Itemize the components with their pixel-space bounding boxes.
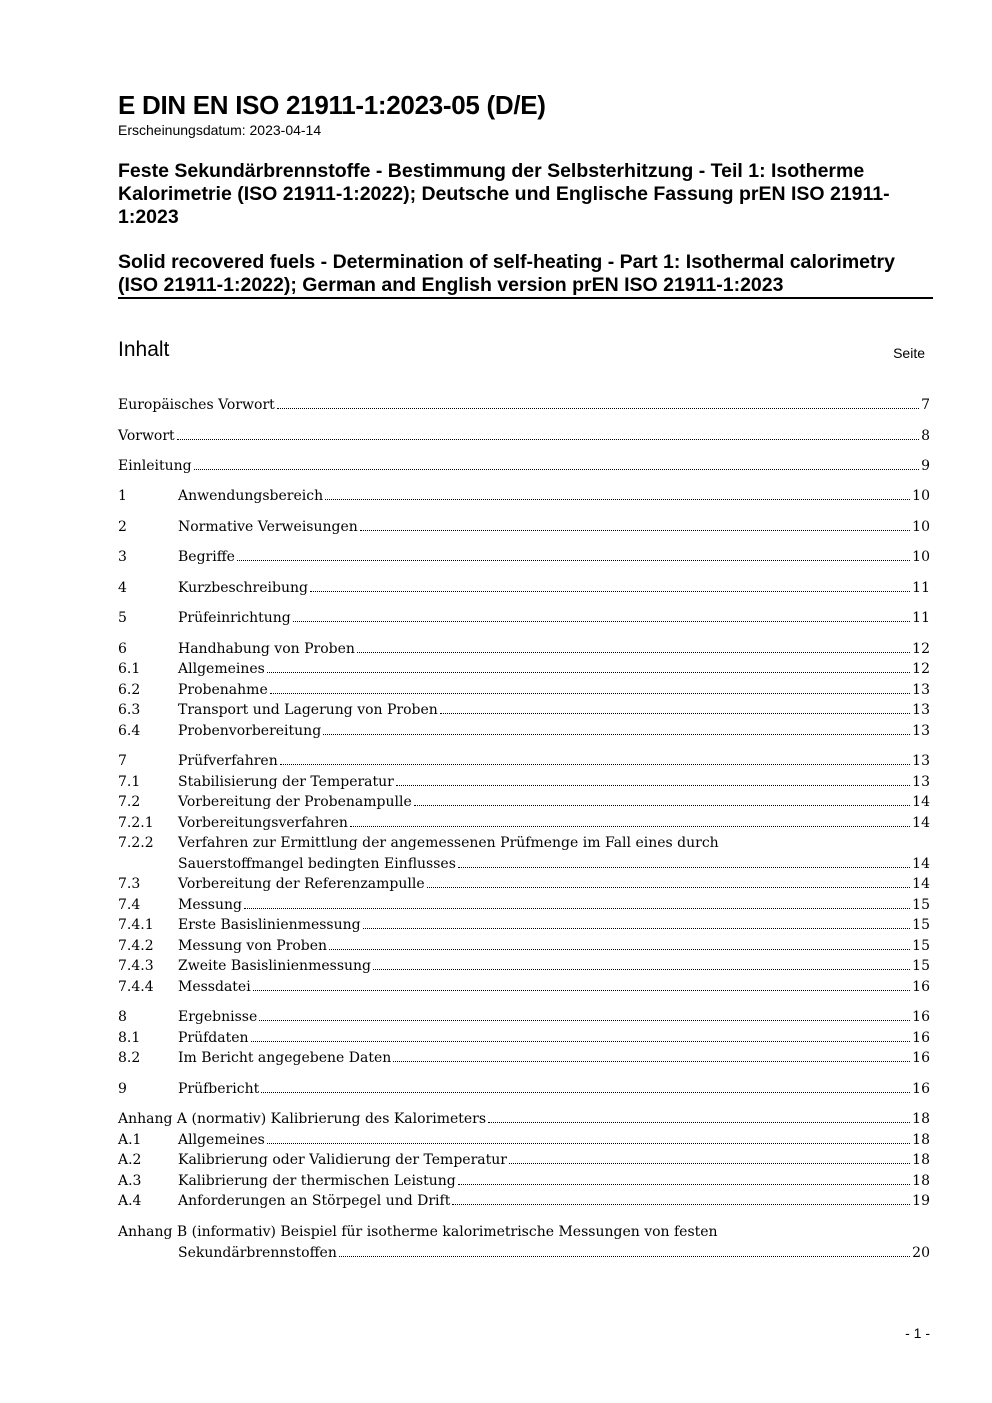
toc-entry-label: Ergebnisse [178,1009,258,1025]
toc-entry[interactable] [118,1171,930,1191]
toc-entry-page: 12 [912,661,930,677]
toc-entry-label: Allgemeines [178,1132,265,1148]
toc-entry-number: 1 [118,488,127,504]
toc-entry[interactable] [118,772,930,792]
toc-entry[interactable] [118,680,930,700]
toc-entry-page: 13 [912,753,930,769]
toc-page-column-header: Seite [893,345,925,361]
toc-entry[interactable] [118,1028,930,1048]
toc-entry-label: Im Bericht angegebene Daten [178,1050,392,1066]
page-number: - 1 - [905,1325,930,1341]
toc-entry[interactable] [118,1130,930,1150]
toc-dot-leader [267,1142,910,1144]
toc-entry-page: 9 [921,458,930,474]
toc-entry[interactable] [118,956,930,976]
toc-entry-page: 16 [912,1030,930,1046]
toc-entry-number: 8 [118,1009,127,1025]
toc-entry-page: 18 [912,1152,930,1168]
toc-entry-number: A.3 [118,1173,142,1189]
toc-dot-leader [427,886,911,888]
toc-entry-number: 6.1 [118,661,141,677]
toc-dot-leader [350,825,910,827]
toc-dot-leader [253,989,910,991]
toc-entry-label: Vorbereitung der Probenampulle [178,794,412,810]
document-id: E DIN EN ISO 21911-1:2023-05 (D/E) [118,90,546,120]
toc-entry-page: 12 [912,641,930,657]
toc-entry[interactable] [118,486,930,506]
toc-entry[interactable] [118,395,930,415]
toc-entry[interactable] [118,1243,930,1263]
toc-entry-page: 16 [912,1050,930,1066]
toc-entry[interactable] [118,1079,930,1099]
toc-entry[interactable] [118,578,930,598]
toc-dot-leader [277,407,919,409]
title-german: Feste Sekundärbrennstoffe - Bestimmung der Selbsterhitzung - Teil 1: Isotherme Kalorimetrie (ISO 21911-1:2022); Deutsche und Englische Fassung prEN ISO 21911-1:2023 [118,160,890,228]
toc-entry-number: 2 [118,519,127,535]
toc-dot-leader [509,1162,910,1164]
toc-entry-page: 16 [912,1081,930,1097]
toc-dot-leader [488,1121,910,1123]
toc-dot-leader [251,1040,911,1042]
toc-dot-leader [458,1183,910,1185]
toc-dot-leader [194,468,920,470]
toc-heading: Inhalt [118,338,170,361]
toc-entry[interactable] [118,659,930,679]
toc-entry-label: Prüfverfahren [178,753,278,769]
toc-dot-leader [440,712,910,714]
toc-entry-number: 7.4.3 [118,958,154,974]
toc-entry-number: 7.4 [118,897,141,913]
toc-entry-number: A.1 [118,1132,142,1148]
toc-entry[interactable] [118,426,930,446]
toc-dot-leader [280,763,910,765]
toc-entry-number: 7.4.1 [118,917,154,933]
toc-dot-leader [259,1019,910,1021]
toc-entry-number: A.2 [118,1152,142,1168]
toc-entry[interactable] [118,700,930,720]
toc-entry-label: Anwendungsbereich [178,488,324,504]
toc-entry-label: Prüfeinrichtung [178,610,291,626]
toc-entry-page: 16 [912,979,930,995]
toc-dot-leader [363,927,911,929]
toc-dot-leader [177,438,919,440]
toc-dot-leader [261,1091,910,1093]
toc-entry-number: 5 [118,610,127,626]
toc-entry[interactable] [118,751,930,771]
toc-entry-label: Kurzbeschreibung [178,580,308,596]
toc-entry-page: 11 [912,610,930,626]
toc-entry-number: 7.2.2 [118,835,154,851]
toc-entry-number: 7.3 [118,876,141,892]
toc-entry[interactable] [118,915,930,935]
toc-entry-number: 7.2 [118,794,141,810]
toc-entry-label: Kalibrierung der thermischen Leistung [178,1173,456,1189]
toc-dot-leader [310,590,910,592]
toc-entry-page: 14 [912,815,930,831]
toc-entry-number: 6.2 [118,682,141,698]
toc-entry-page: 10 [912,488,930,504]
toc-dot-leader [414,804,910,806]
toc-entry-label: Einleitung [118,458,192,474]
title-english: Solid recovered fuels - Determination of self-heating - Part 1: Isothermal calorimetry (ISO 21911-1:2022); German and English version prEN ISO 21911-1:2023 [118,251,895,296]
toc-entry-number: 4 [118,580,127,596]
toc-entry[interactable] [118,517,930,537]
toc-entry-page: 18 [912,1132,930,1148]
toc-entry-number: 7.1 [118,774,141,790]
toc-entry-label: Normative Verweisungen [178,519,358,535]
publication-date: Erscheinungsdatum: 2023-04-14 [118,122,322,138]
toc-entry-number: 8.1 [118,1030,141,1046]
toc-entry[interactable] [118,813,930,833]
toc-entry-page: 18 [912,1111,930,1127]
toc-entry-number: 6.4 [118,723,141,739]
toc-dot-leader [360,529,910,531]
toc-entry-page: 13 [912,702,930,718]
toc-entry-page: 19 [912,1193,930,1209]
toc-dot-leader [244,907,910,909]
toc-entry-label: Anforderungen an Störpegel und Drift [178,1193,451,1209]
toc-dot-leader [396,784,910,786]
toc-entry-label: Anhang A (normativ) Kalibrierung des Kalorimeters [118,1111,487,1127]
toc-entry-number: 7.2.1 [118,815,154,831]
toc-entry-number: A.4 [118,1193,142,1209]
toc-entry-label: Anhang B (informativ) Beispiel für isotherme kalorimetrische Messungen von festen [118,1224,718,1240]
toc-entry-page: 13 [912,774,930,790]
toc-entry-page: 7 [921,397,930,413]
toc-entry-number: 3 [118,549,127,565]
toc-entry-label: Sauerstoffmangel bedingten Einflusses [178,856,456,872]
toc-entry-page: 16 [912,1009,930,1025]
toc-entry[interactable] [118,895,930,915]
toc-entry-number: 6 [118,641,127,657]
toc-dot-leader [373,968,910,970]
toc-entry[interactable] [118,833,930,853]
toc-entry-page: 8 [921,428,930,444]
toc-entry-page: 15 [912,897,930,913]
toc-entry-page: 14 [912,876,930,892]
toc-entry-label: Prüfdaten [178,1030,249,1046]
toc-entry-label: Stabilisierung der Temperatur [178,774,394,790]
toc-dot-leader [293,620,910,622]
toc-entry-label: Probenvorbereitung [178,723,322,739]
toc-dot-leader [270,692,910,694]
toc-entry-page: 15 [912,958,930,974]
toc-entry-number: 9 [118,1081,127,1097]
toc-entry-page: 20 [912,1245,930,1261]
toc-entry[interactable] [118,936,930,956]
toc-entry-page: 18 [912,1173,930,1189]
toc-entry[interactable] [118,874,930,894]
toc-entry[interactable] [118,1007,930,1027]
toc-entry-label: Begriffe [178,549,235,565]
toc-entry[interactable] [118,977,930,997]
toc-entry-label: Transport und Lagerung von Proben [178,702,438,718]
toc-entry-page: 14 [912,856,930,872]
toc-entry-page: 14 [912,794,930,810]
toc-entry-label: Verfahren zur Ermittlung der angemessenen Prüfmenge im Fall eines durch [178,835,719,851]
toc-dot-leader [267,671,910,673]
toc-entry[interactable] [118,1222,930,1242]
toc-entry[interactable] [118,608,930,628]
toc-entry-number: 7 [118,753,127,769]
toc-dot-leader [357,651,910,653]
toc-entry-label: Zweite Basislinienmessung [178,958,371,974]
toc-entry-label: Vorwort [118,428,175,444]
toc-dot-leader [325,498,910,500]
toc-entry-label: Kalibrierung oder Validierung der Temperatur [178,1152,507,1168]
toc-dot-leader [323,733,910,735]
toc-entry-label: Messdatei [178,979,251,995]
toc-entry[interactable] [118,547,930,567]
toc-entry-label: Sekundärbrennstoffen [178,1245,337,1261]
toc-entry[interactable] [118,721,930,741]
toc-dot-leader [452,1203,910,1205]
toc-entry[interactable] [118,456,930,476]
toc-entry-label: Messung von Proben [178,938,328,954]
toc-entry-page: 15 [912,917,930,933]
toc-entry-page: 13 [912,682,930,698]
toc-dot-leader [237,559,910,561]
toc-dot-leader [329,948,910,950]
toc-dot-leader [339,1255,910,1257]
toc-dot-leader [458,866,910,868]
toc-entry[interactable] [118,854,930,874]
toc-entry-number: 6.3 [118,702,141,718]
toc-entry[interactable] [118,1191,930,1211]
toc-entry-number: 7.4.4 [118,979,154,995]
header-rule [118,297,933,299]
toc-entry-page: 10 [912,549,930,565]
toc-entry-label: Probenahme [178,682,268,698]
toc-entry-number: 8.2 [118,1050,141,1066]
toc-entry-label: Handhabung von Proben [178,641,355,657]
toc-entry-number: 7.4.2 [118,938,154,954]
toc-entry-label: Prüfbericht [178,1081,260,1097]
toc-dot-leader [393,1060,910,1062]
toc-entry-label: Europäisches Vorwort [118,397,275,413]
toc-entry[interactable] [118,1048,930,1068]
toc-entry-page: 13 [912,723,930,739]
toc-entry-page: 15 [912,938,930,954]
toc-entry-label: Vorbereitung der Referenzampulle [178,876,425,892]
toc-entry[interactable] [118,1109,930,1129]
toc-entry-page: 11 [912,580,930,596]
toc-entry-label: Erste Basislinienmessung [178,917,361,933]
toc-entry-label: Vorbereitungsverfahren [178,815,348,831]
toc-entry-label: Allgemeines [178,661,265,677]
toc-entry-page: 10 [912,519,930,535]
toc-entry[interactable] [118,792,930,812]
toc-entry[interactable] [118,639,930,659]
toc-entry-label: Messung [178,897,242,913]
toc-entry[interactable] [118,1150,930,1170]
